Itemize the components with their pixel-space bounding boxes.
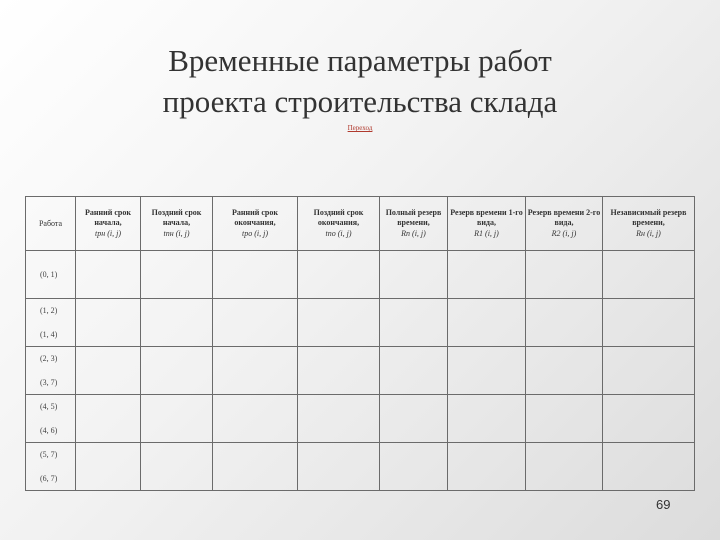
column-header-label: Поздний срок окончания, — [313, 208, 364, 227]
table-body — [26, 251, 695, 491]
table-header — [26, 197, 695, 251]
column-header-symbol: tпо (i, j) — [325, 229, 352, 238]
work-pair: (1, 4) — [40, 329, 58, 339]
slide-title — [0, 40, 720, 122]
table-row — [26, 299, 695, 347]
table-cell — [213, 251, 298, 299]
table-cell — [141, 347, 213, 395]
table-cell — [526, 395, 603, 443]
table-row — [26, 347, 695, 395]
column-header-symbol: tро (i, j) — [242, 229, 268, 238]
table-cell — [448, 395, 526, 443]
table-cell — [380, 347, 448, 395]
table-cell — [603, 395, 695, 443]
work-pair: (0, 1) — [40, 270, 58, 279]
table-cell — [141, 443, 213, 491]
column-header-5 — [298, 197, 380, 251]
table-cell — [448, 347, 526, 395]
table-cell — [603, 251, 695, 299]
table-cell — [298, 299, 380, 347]
table-cell — [213, 347, 298, 395]
work-pair: (3, 7) — [40, 377, 58, 387]
column-header-label: Поздний срок начала, — [151, 208, 202, 227]
work-pair: (6, 7) — [40, 473, 58, 483]
column-header-symbol: tрн (i, j) — [95, 229, 121, 238]
column-header-label: Ранний срок начала, — [85, 208, 131, 227]
column-header-2 — [76, 197, 141, 251]
table-cell — [76, 299, 141, 347]
column-header-label: Независимый резерв времени, — [610, 208, 687, 227]
column-header-symbol: R1 (i, j) — [474, 229, 499, 238]
table-cell — [448, 251, 526, 299]
column-header-8 — [526, 197, 603, 251]
table-cell — [213, 299, 298, 347]
slide-title-line-1: Временные параметры работ — [168, 43, 552, 78]
table-row — [26, 251, 695, 299]
work-cell — [26, 251, 76, 299]
table-cell — [603, 347, 695, 395]
column-header-label: Резерв времени 1-го вида, — [450, 208, 523, 227]
table-cell — [76, 251, 141, 299]
table-cell — [380, 395, 448, 443]
column-header-label: Резерв времени 2-го вида, — [527, 208, 601, 227]
column-header-label: Полный резерв времени, — [385, 208, 442, 227]
column-header-symbol: R2 (i, j) — [551, 229, 577, 238]
header-row — [26, 197, 695, 251]
column-header-3 — [141, 197, 213, 251]
column-header-symbol: Rп (i, j) — [401, 229, 426, 238]
slide-number: 69 — [656, 497, 671, 512]
table-cell — [526, 347, 603, 395]
table-row — [26, 395, 695, 443]
table-cell — [141, 395, 213, 443]
slide-title-line-2: проекта строительства склада — [162, 84, 558, 119]
table-cell — [298, 395, 380, 443]
column-header-9 — [603, 197, 695, 251]
column-header-7 — [448, 197, 526, 251]
column-header-symbol: Rн (i, j) — [636, 229, 661, 238]
table-cell — [298, 347, 380, 395]
work-pair: (2, 3) — [40, 354, 58, 364]
table-cell — [298, 443, 380, 491]
table-cell — [603, 299, 695, 347]
work-pair: (1, 2) — [40, 306, 58, 316]
work-pair: (4, 6) — [40, 425, 58, 435]
table-cell — [298, 251, 380, 299]
table-cell — [76, 443, 141, 491]
table-cell — [380, 299, 448, 347]
table-cell — [526, 251, 603, 299]
column-header-symbol: tпн (i, j) — [163, 229, 190, 238]
column-header-6 — [380, 197, 448, 251]
table-cell — [380, 443, 448, 491]
table-cell — [141, 251, 213, 299]
work-cell — [26, 299, 76, 347]
table-cell — [141, 299, 213, 347]
table-cell — [213, 395, 298, 443]
transition-link[interactable]: Переход — [347, 124, 373, 132]
column-header-1 — [26, 197, 76, 251]
table-row — [26, 443, 695, 491]
table-cell — [526, 299, 603, 347]
table-cell — [76, 347, 141, 395]
work-cell — [26, 347, 76, 395]
table-cell — [76, 395, 141, 443]
table-cell — [448, 299, 526, 347]
work-pair: (5, 7) — [40, 450, 58, 460]
work-cell — [26, 395, 76, 443]
table-cell — [448, 443, 526, 491]
table-cell — [213, 443, 298, 491]
work-pair: (4, 5) — [40, 402, 58, 412]
table-cell — [526, 443, 603, 491]
column-header-4 — [213, 197, 298, 251]
table-cell — [603, 443, 695, 491]
column-header-label: Ранний срок окончания, — [232, 208, 278, 227]
table-cell — [380, 251, 448, 299]
work-cell — [26, 443, 76, 491]
column-header-label: Работа — [38, 218, 63, 228]
parameters-table — [25, 196, 695, 491]
